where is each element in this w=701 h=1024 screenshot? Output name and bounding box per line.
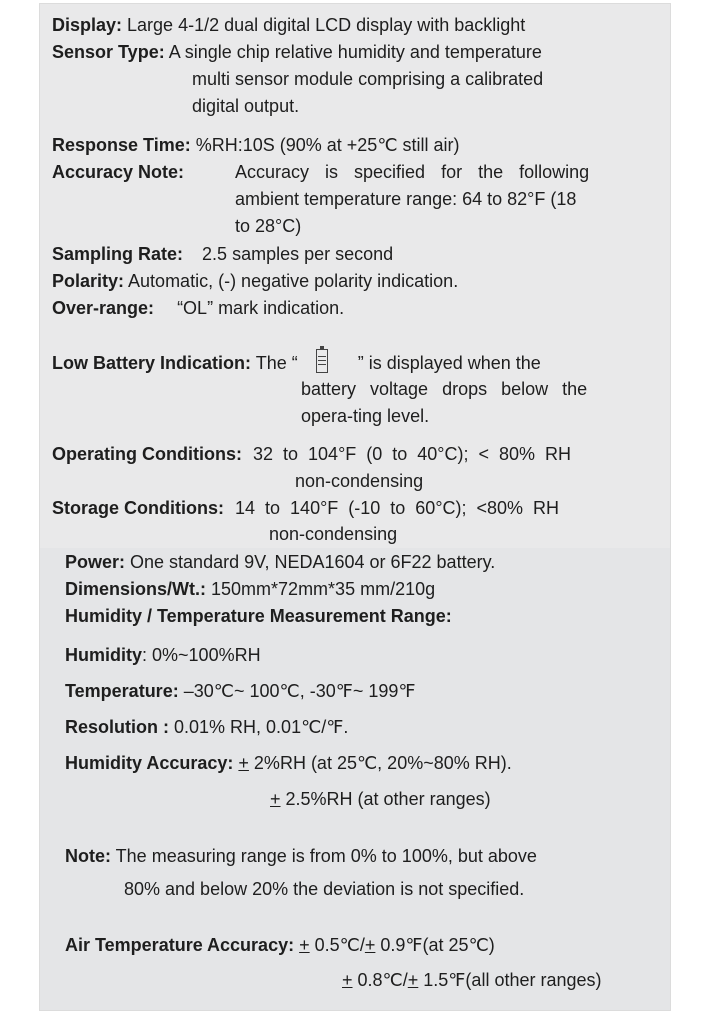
- temperature-value: –30℃~ 100℃, -30℉~ 199℉: [178, 681, 416, 701]
- accuracy-note-line3: to 28°C): [235, 216, 302, 236]
- plus-minus-sign: +: [238, 753, 249, 773]
- display-value: Large 4-1/2 dual digital LCD display with backlight: [122, 15, 526, 35]
- plus-minus-sign: +: [407, 970, 419, 990]
- display-spec: [52, 12, 525, 39]
- sampling-value: 2.5 samples per second: [202, 244, 394, 264]
- note-label: Note:: [65, 846, 111, 866]
- accuracy-note-label: [52, 159, 184, 186]
- response-spec: [52, 132, 460, 159]
- resolution-spec: [65, 714, 348, 741]
- humidity-spec: [65, 642, 261, 669]
- range-heading: Humidity / Temperature Measurement Range:: [65, 606, 452, 626]
- humidity-accuracy-line2: [270, 786, 491, 813]
- low-battery-spec: [52, 349, 541, 377]
- plus-minus-sign: +: [364, 935, 376, 955]
- plus-minus-sign: +: [299, 935, 310, 955]
- air-accuracy-line2: [342, 967, 602, 994]
- humidity-accuracy-label: Humidity Accuracy:: [65, 753, 234, 773]
- storage-line1: 14 to 140°F (-10 to 60°C); <80% RH: [235, 498, 560, 518]
- response-label: Response Time:: [52, 135, 191, 155]
- sampling-spec: [52, 241, 393, 268]
- sampling-label: Sampling Rate:: [52, 244, 184, 264]
- temperature-label: Temperature:: [65, 681, 179, 701]
- air-accuracy-line1a: 0.5℃/: [309, 935, 365, 955]
- resolution-label: Resolution :: [65, 717, 169, 737]
- power-label: Power:: [65, 552, 126, 572]
- polarity-label: Polarity:: [52, 271, 125, 291]
- low-battery-label: Low Battery Indication:: [52, 353, 252, 373]
- note-line1: The measuring range is from 0% to 100%, but above: [111, 846, 537, 866]
- dimensions-value: 150mm*72mm*35 mm/210g: [206, 579, 436, 599]
- low-battery-line3: opera-ting level.: [301, 406, 430, 426]
- overrange-value: “OL” mark indication.: [177, 298, 345, 318]
- plus-minus-sign: +: [342, 970, 353, 990]
- overrange-label: Over-range:: [52, 298, 155, 318]
- temperature-spec: [65, 678, 416, 705]
- overrange-spec: [52, 295, 344, 322]
- air-accuracy-line1b: 0.9℉(at 25℃): [375, 935, 495, 955]
- low-battery-line2: [301, 376, 645, 403]
- operating-spec: [52, 441, 571, 468]
- sensor-line3: digital output.: [192, 96, 300, 116]
- polarity-spec: [52, 268, 458, 295]
- note-line2: 80% and below 20% the deviation is not specified.: [124, 879, 525, 899]
- dimensions-spec: [65, 576, 435, 603]
- air-accuracy-line2b: 1.5℉(all other ranges): [418, 970, 602, 990]
- plus-minus-sign: +: [270, 789, 281, 809]
- power-spec: [65, 549, 495, 576]
- storage-spec: [52, 495, 559, 522]
- operating-line2: non-condensing: [295, 471, 424, 491]
- accuracy-note-line2: ambient temperature range: 64 to 82°F (18: [235, 189, 577, 209]
- power-value: One standard 9V, NEDA1604 or 6F22 battery.: [125, 552, 496, 572]
- air-accuracy-spec: [65, 932, 495, 959]
- resolution-value: 0.01% RH, 0.01℃/℉.: [169, 717, 349, 737]
- display-label: Display:: [52, 15, 123, 35]
- low-battery-line2-text: battery voltage drops below the: [301, 379, 588, 399]
- humidity-label: Humidity: [65, 645, 143, 665]
- low-battery-post: ” is displayed when the: [357, 353, 541, 373]
- sensor-line2: [192, 66, 645, 93]
- response-value: %RH:10S (90% at +25℃ still air): [190, 135, 460, 155]
- low-battery-pre: The “: [255, 353, 298, 373]
- air-accuracy-line2a: 0.8℃/: [352, 970, 408, 990]
- humidity-value: : 0%~100%RH: [142, 645, 261, 665]
- sensor-spec: [52, 39, 542, 66]
- note-spec: [65, 843, 537, 870]
- battery-icon: [316, 349, 328, 373]
- storage-label: Storage Conditions:: [52, 498, 224, 518]
- sensor-line1: A single chip relative humidity and temperature: [164, 42, 542, 62]
- operating-line1: 32 to 104°F (0 to 40°C); < 80% RH: [253, 444, 572, 464]
- accuracy-note-label-text: Accuracy Note:: [52, 162, 185, 182]
- storage-line2: non-condensing: [269, 524, 398, 544]
- dimensions-label: Dimensions/Wt.:: [65, 579, 207, 599]
- sensor-line2-text: multi sensor module comprising a calibrated: [192, 69, 544, 89]
- accuracy-note-line1: [235, 159, 645, 186]
- air-accuracy-label: Air Temperature Accuracy:: [65, 935, 295, 955]
- accuracy-note-line1-text: Accuracy is specified for the following: [235, 162, 590, 182]
- operating-label: Operating Conditions:: [52, 444, 242, 464]
- humidity-accuracy-value: 2%RH (at 25℃, 20%~80% RH).: [248, 753, 512, 773]
- sensor-label: Sensor Type:: [52, 42, 165, 62]
- humidity-accuracy-line2-text: 2.5%RH (at other ranges): [280, 789, 491, 809]
- humidity-accuracy-spec: [65, 750, 512, 777]
- polarity-value: Automatic, (-) negative polarity indication.: [124, 271, 459, 291]
